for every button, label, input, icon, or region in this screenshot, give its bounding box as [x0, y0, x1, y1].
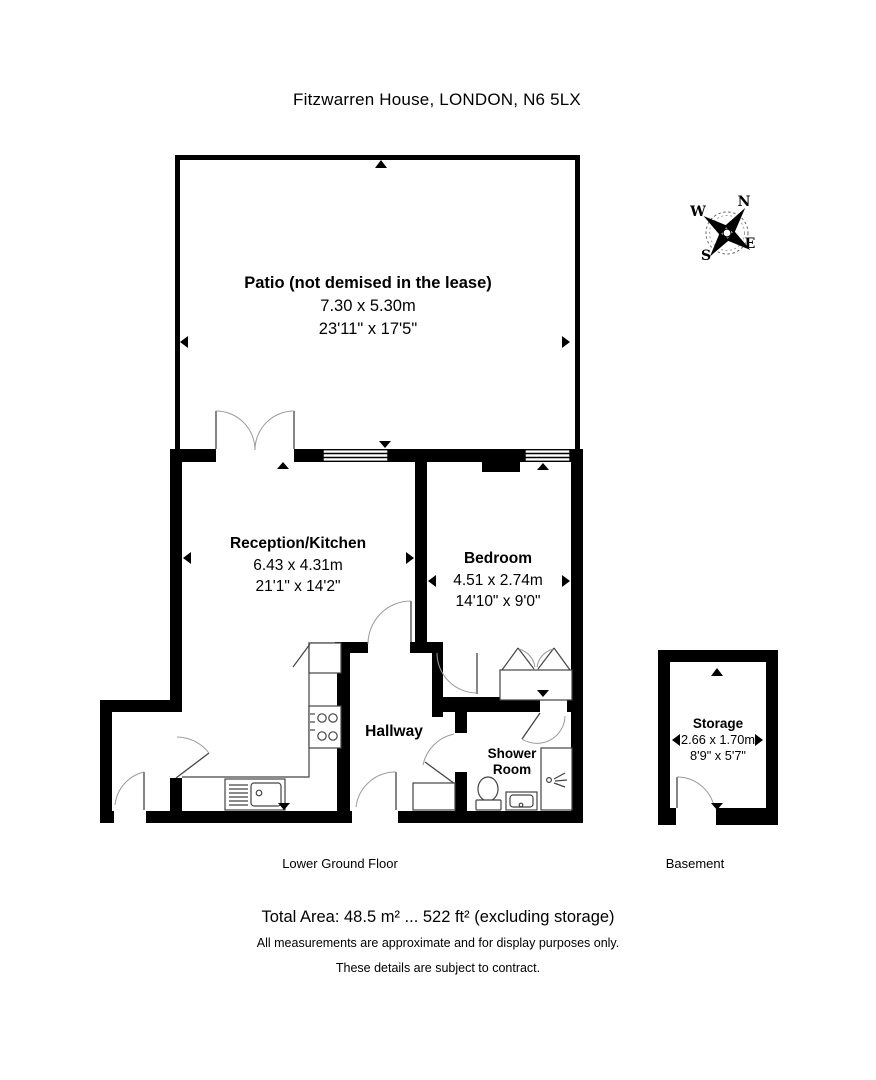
- window-reception: [323, 450, 388, 462]
- total-area-text: Total Area: 48.5 m² ... 522 ft² (excluding storage): [261, 908, 615, 926]
- toilet-bowl: [478, 777, 498, 801]
- room-dim-imperial: 21'1" x 14'2": [255, 578, 341, 595]
- room-dim-metric: 6.43 x 4.31m: [253, 556, 343, 574]
- hallway-label: Hallway: [365, 723, 423, 740]
- room-name-line2: Room: [492, 762, 532, 777]
- window-bedroom: [525, 450, 570, 462]
- toilet-cistern: [476, 800, 501, 810]
- burner: [329, 732, 337, 740]
- room-name: Patio (not demised in the lease): [244, 274, 492, 292]
- door-leaves: [144, 411, 677, 810]
- patio-arrow-up: [375, 160, 387, 168]
- room-dim-metric: 4.51 x 2.74m: [453, 571, 543, 589]
- floor-label-main: Lower Ground Floor: [282, 856, 398, 871]
- room-dim-imperial: 23'11" x 17'5": [318, 320, 418, 338]
- compass-hub: [723, 229, 731, 237]
- compass-south-label: S: [700, 248, 712, 264]
- disclaimer-1: All measurements are approximate and for display purposes only.: [256, 936, 620, 950]
- reception-arrow-right: [406, 552, 414, 564]
- patio-arrow-left: [180, 336, 188, 348]
- hall-cupboard: [413, 783, 455, 810]
- room-name: Bedroom: [463, 550, 533, 567]
- room-name-line1: Shower: [487, 746, 537, 761]
- disclaimer-2: These details are subject to contract.: [335, 961, 541, 975]
- burner: [329, 714, 337, 722]
- room-dim-metric: 7.30 x 5.30m: [320, 297, 416, 315]
- room-dim-imperial: 14'10" x 9'0": [455, 593, 541, 610]
- sink-basin: [251, 783, 281, 806]
- patio-arrow-down: [379, 441, 391, 448]
- room-dim-metric: 2.66 x 1.70m: [681, 732, 755, 747]
- storage-label: [681, 716, 755, 764]
- storage-arrow-up: [711, 668, 723, 676]
- patio-label: [244, 272, 492, 341]
- kitchen-unit: [309, 643, 341, 673]
- room-name: Storage: [692, 716, 744, 731]
- door-arcs: [115, 411, 714, 807]
- room-dim-imperial: 8'9" x 5'7": [690, 748, 746, 763]
- basin-tap: [519, 803, 523, 807]
- kitchen-unit-door: [293, 644, 310, 667]
- reception-arrow-left: [183, 552, 191, 564]
- measurement-arrows: [180, 160, 763, 810]
- bedroom-arrow-up: [537, 463, 549, 470]
- bedroom-label: [453, 548, 543, 613]
- bedroom-arrow-right: [562, 575, 570, 587]
- burner: [318, 732, 326, 740]
- sink-tap: [256, 790, 262, 796]
- wardrobe: [500, 648, 572, 700]
- reception-arrow-up: [277, 462, 289, 469]
- doors: [115, 411, 714, 810]
- storage-arrow-left: [672, 734, 680, 746]
- patio-arrow-right: [562, 336, 570, 348]
- reception-label: [230, 533, 366, 598]
- shower-head: [547, 778, 552, 783]
- shower-enclosure: [541, 748, 572, 810]
- stove: [309, 706, 341, 748]
- burner: [318, 714, 326, 722]
- floor-label-storage: Basement: [665, 856, 725, 871]
- page-title: Fitzwarren House, LONDON, N6 5LX: [293, 90, 581, 109]
- hall-cupboard-door-leaf: [425, 762, 455, 784]
- storage-arrow-right: [755, 734, 763, 746]
- shower-room-label: [488, 746, 537, 778]
- kitchen-fixtures: [182, 643, 341, 810]
- compass-east-label: E: [744, 236, 756, 252]
- alcove-reception-door-leaf: [176, 753, 209, 778]
- compass-north-label: N: [737, 194, 751, 210]
- room-name: Reception/Kitchen: [229, 535, 367, 552]
- shower-door-leaf: [522, 713, 540, 739]
- compass-west-label: W: [690, 204, 706, 220]
- bedroom-arrow-left: [428, 575, 436, 587]
